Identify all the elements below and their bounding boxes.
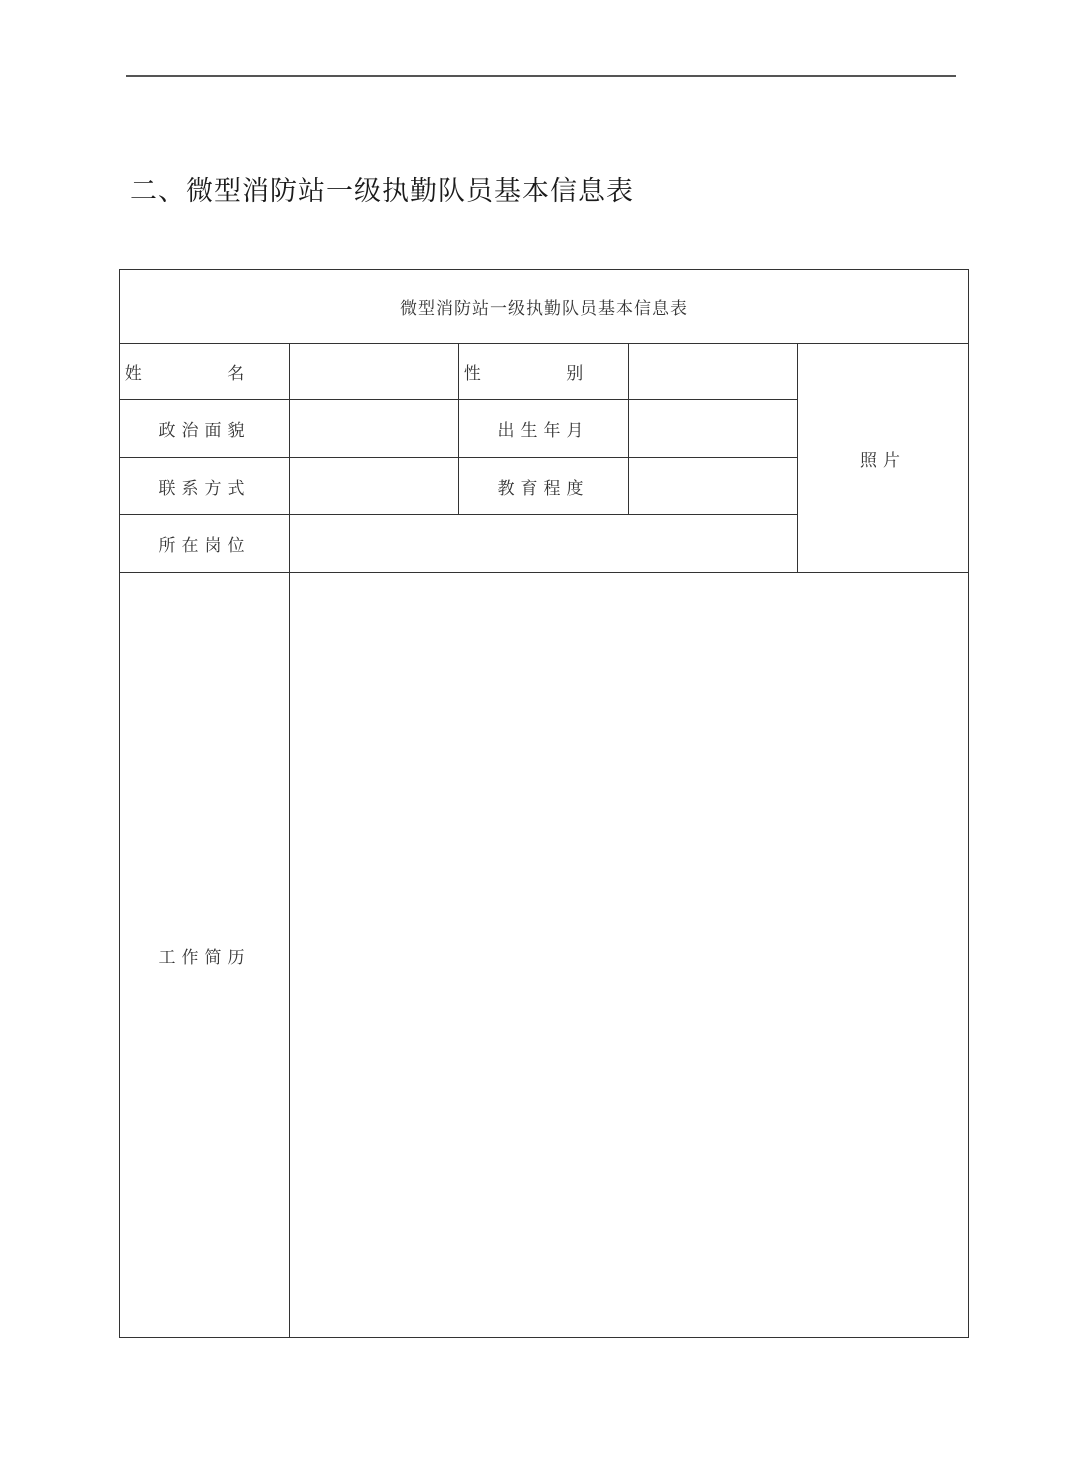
gender-field[interactable] (629, 344, 798, 400)
education-label: 教育程度 (459, 458, 629, 515)
header-rule (126, 75, 956, 77)
birth-date-label: 出生年月 (459, 400, 629, 458)
political-status-label: 政治面貌 (120, 400, 290, 458)
section-heading: 二、微型消防站一级执勤队员基本信息表 (130, 176, 634, 207)
work-history-field[interactable] (290, 573, 969, 1338)
position-label: 所在岗位 (120, 515, 290, 573)
contact-field[interactable] (290, 458, 459, 515)
name-field[interactable] (290, 344, 459, 400)
name-label: 姓 名 (120, 344, 290, 400)
birth-date-field[interactable] (629, 400, 798, 458)
position-field[interactable] (290, 515, 798, 573)
gender-label: 性 别 (459, 344, 629, 400)
photo-cell[interactable]: 照片 (798, 344, 969, 573)
contact-label: 联系方式 (120, 458, 290, 515)
work-history-label: 工作简历 (120, 573, 290, 1338)
political-status-field[interactable] (290, 400, 459, 458)
form-title: 微型消防站一级执勤队员基本信息表 (120, 270, 969, 344)
education-field[interactable] (629, 458, 798, 515)
info-form-table (119, 269, 969, 1338)
